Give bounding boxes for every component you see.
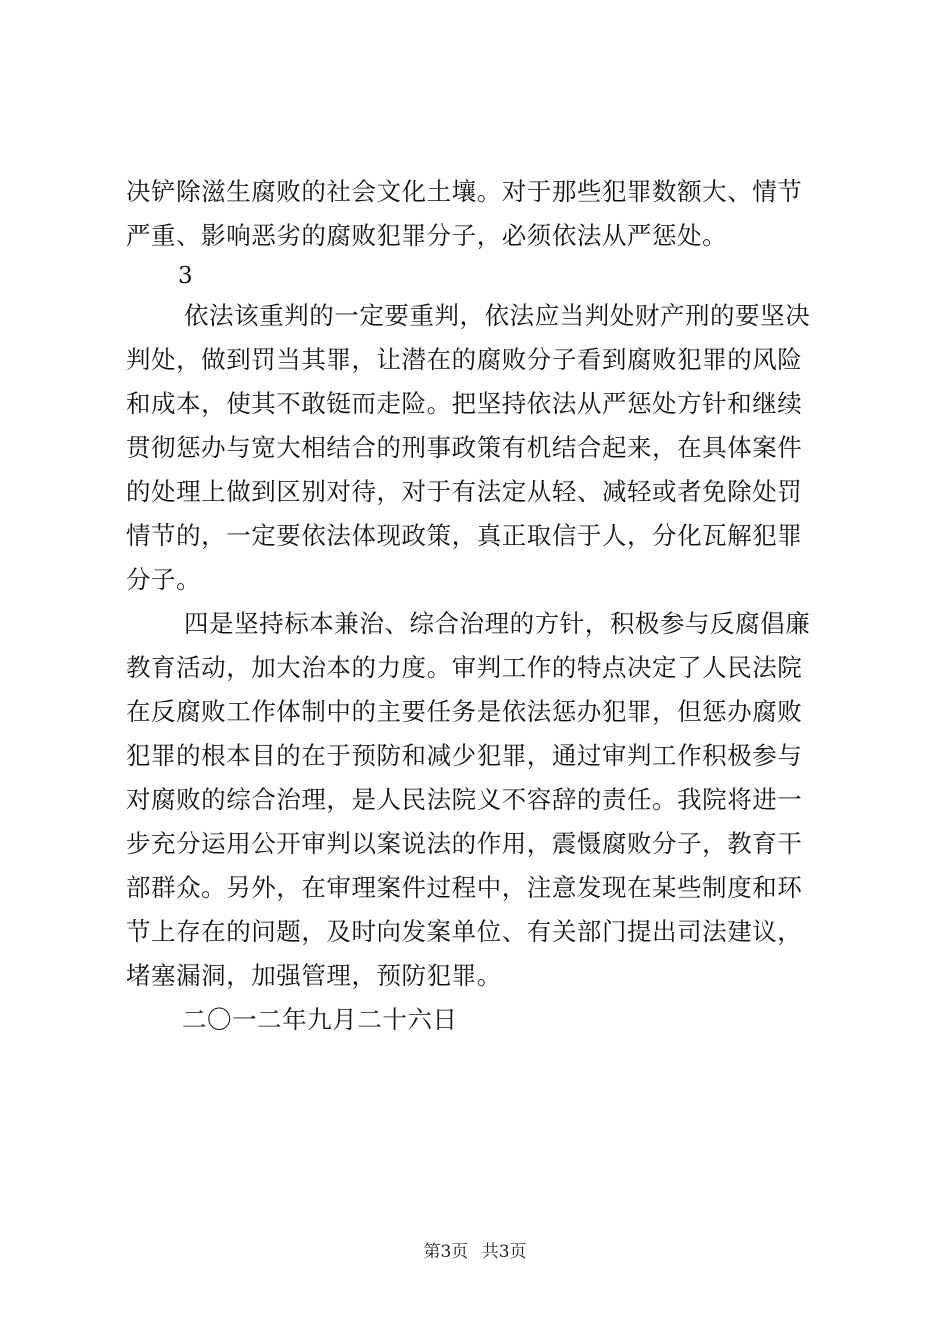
body-line: 步充分运用公开审判以案说法的作用，震慑腐败分子，教育干 (126, 829, 803, 858)
page-footer (0, 1240, 950, 1264)
body-line: 情节的，一定要依法体现政策，真正取信于人，分化瓦解犯罪 (126, 521, 803, 550)
total-pages-label: 共3页 (481, 1242, 527, 1262)
body-line: 严重、影响恶劣的腐败犯罪分子，必须依法从严惩处。 (126, 221, 728, 250)
body-line: 教育活动，加大治本的力度。审判工作的特点决定了人民法院 (126, 653, 803, 682)
body-line: 部群众。另外，在审理案件过程中，注意发现在某些制度和环 (126, 873, 803, 902)
paragraph-start-line: 四是坚持标本兼治、综合治理的方针，积极参与反腐倡廉 (184, 609, 811, 638)
body-line: 堵塞漏洞，加强管理，预防犯罪。 (126, 961, 502, 990)
paragraph-start-line: 依法该重判的一定要重判，依法应当判处财产刑的要坚决 (184, 301, 811, 330)
document-body (126, 170, 836, 1042)
body-line: 犯罪的根本目的在于预防和减少犯罪，通过审判工作积极参与 (126, 741, 803, 770)
section-number: 3 (178, 263, 194, 289)
body-line: 节上存在的问题，及时向发案单位、有关部门提出司法建议， (126, 917, 803, 946)
body-line: 的处理上做到区别对待，对于有法定从轻、减轻或者免除处罚 (126, 477, 803, 506)
body-line: 和成本，使其不敢铤而走险。把坚持依法从严惩处方针和继续 (126, 389, 803, 418)
document-date: 二〇一二年九月二十六日 (182, 1005, 458, 1034)
body-line: 在反腐败工作体制中的主要任务是依法惩办犯罪，但惩办腐败 (126, 697, 803, 726)
body-line: 决铲除滋生腐败的社会文化土壤。对于那些犯罪数额大、情节 (126, 177, 803, 206)
page-number-label: 第3页 (423, 1242, 469, 1262)
body-line: 分子。 (126, 565, 202, 594)
body-line: 贯彻惩办与宽大相结合的刑事政策有机结合起来，在具体案件 (126, 433, 803, 462)
body-line: 判处，做到罚当其罪，让潜在的腐败分子看到腐败犯罪的风险 (126, 345, 803, 374)
body-line: 对腐败的综合治理，是人民法院义不容辞的责任。我院将进一 (126, 785, 803, 814)
